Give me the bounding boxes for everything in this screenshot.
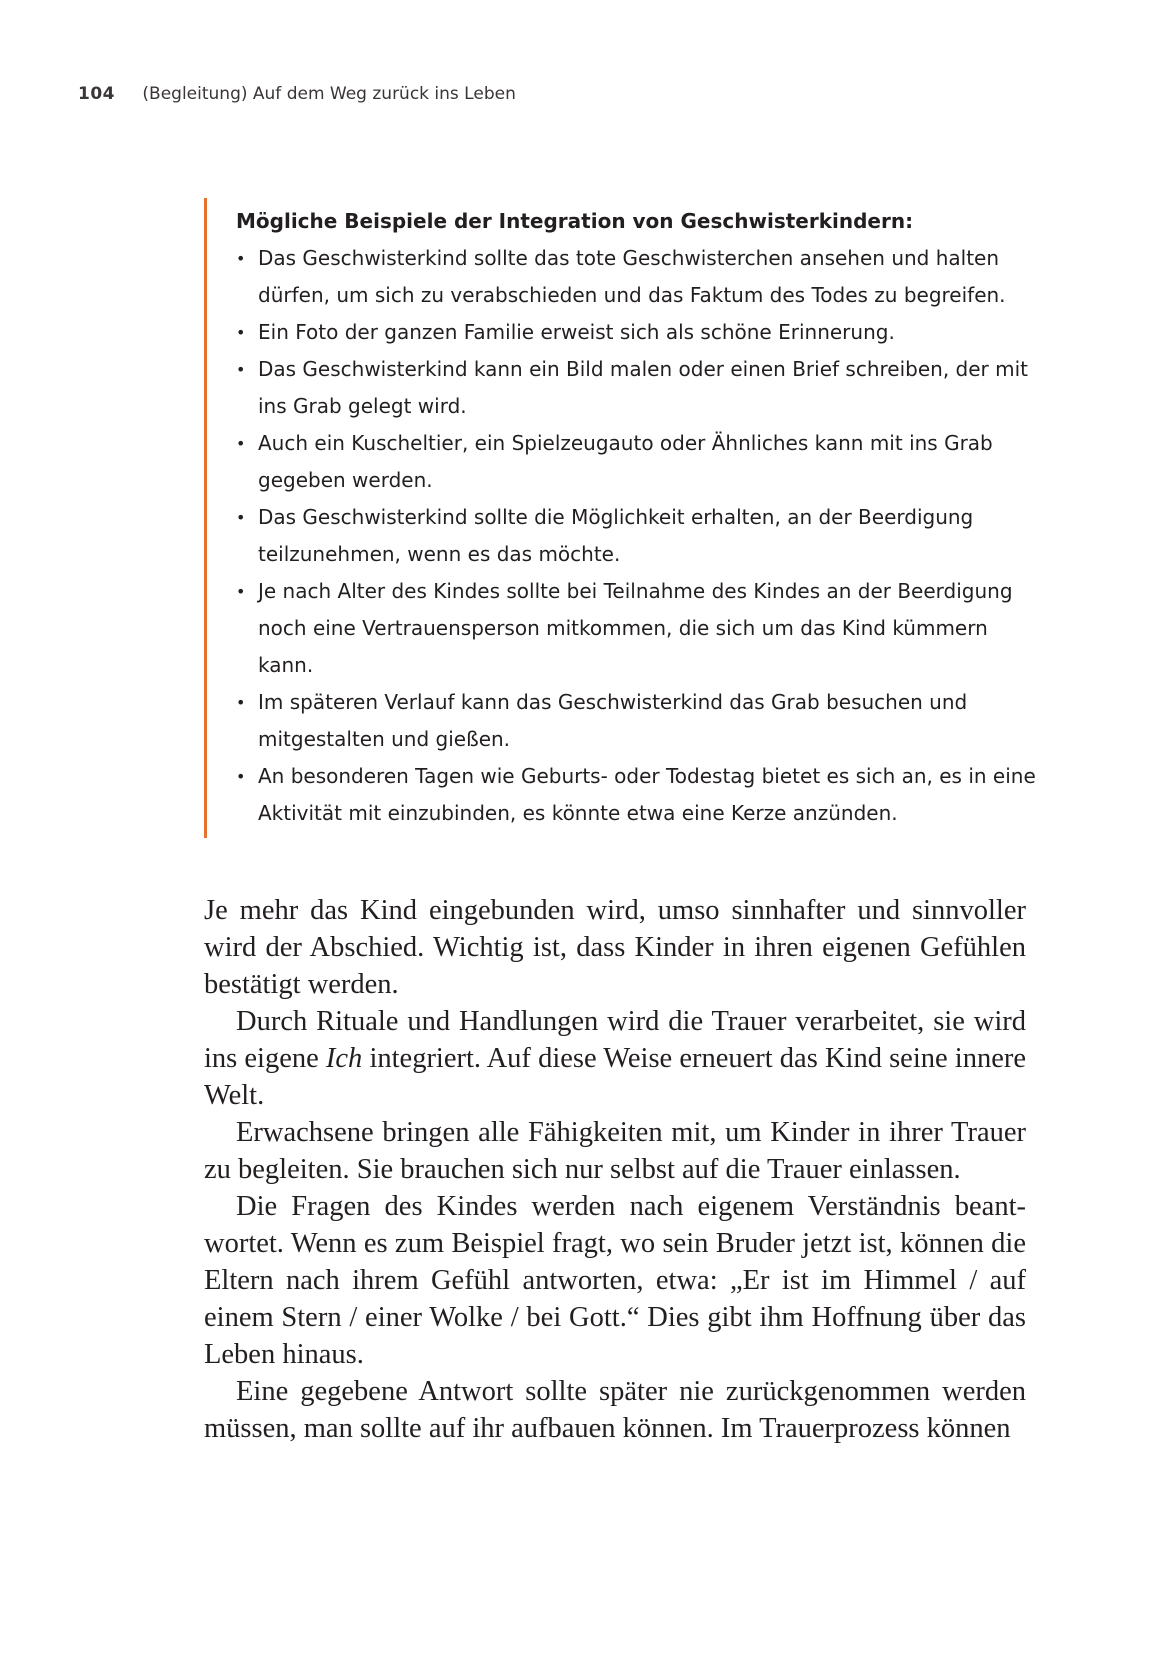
info-box-list <box>236 240 1036 832</box>
bullet-icon: • <box>236 693 246 712</box>
paragraph: Eine gegebene Antwort sollte später nie zurückgenommen werden müssen, man sollte auf ihr aufbauen können. Im Trauerprozess können <box>204 1376 1026 1444</box>
bullet-icon: • <box>236 360 246 379</box>
list-item <box>236 314 1036 351</box>
running-header <box>78 84 516 104</box>
list-item <box>236 573 1036 684</box>
page-number: 104 <box>78 84 115 104</box>
bullet-icon: • <box>236 249 246 268</box>
bullet-icon: • <box>236 767 246 786</box>
paragraph: Erwachsene bringen alle Fähigkeiten mit, um Kinder in ihrer Trauer zu begleiten. Sie brauchen sich nur selbst auf die Trauer einlassen. <box>204 1117 1026 1185</box>
bullet-icon: • <box>236 582 246 601</box>
list-item-text: Das Geschwisterkind kann ein Bild malen oder einen Brief schreiben, der mit ins Grab gelegt wird. <box>258 357 1028 418</box>
list-item-text: Im späteren Verlauf kann das Geschwisterkind das Grab besuchen und mitgestalten und gießen. <box>258 690 968 751</box>
list-item-text: Je nach Alter des Kindes sollte bei Teilnahme des Kindes an der Beerdigung noch eine Vertrauensperson mitkommen, die sich um das Kind kümmern kann. <box>258 579 1013 677</box>
body-text <box>204 892 1026 1447</box>
list-item-text: Das Geschwisterkind sollte das tote Geschwisterchen ansehen und halten dürfen, um sich zu verabschieden und das Faktum des Todes zu begreifen. <box>258 246 1006 307</box>
paragraph <box>204 1003 1026 1114</box>
list-item <box>236 499 1036 573</box>
info-box-title: Mögliche Beispiele der Integration von Geschwisterkindern: <box>236 209 914 233</box>
list-item-text: Auch ein Kuscheltier, ein Spielzeugauto oder Ähnliches kann mit ins Grab gegeben werden. <box>258 431 993 492</box>
list-item <box>236 351 1036 425</box>
emphasis-text: Ich <box>325 1043 363 1074</box>
list-item <box>236 240 1036 314</box>
list-item-text: An besonderen Tagen wie Geburts- oder Todestag bietet es sich an, es in eine Aktivität mit einzubinden, es könnte etwa eine Kerze anzünden. <box>258 764 1036 825</box>
bullet-icon: • <box>236 434 246 453</box>
paragraph-text: Durch Rituale und Handlungen wird die Trauer verarbeitet, sie wird ins eigene <box>204 1006 1026 1074</box>
running-title: (Begleitung) Auf dem Weg zurück ins Leben <box>142 84 516 104</box>
bullet-icon: • <box>236 323 246 342</box>
paragraph-text: integriert. Auf diese Weise erneuert das Kind seine innere Welt. <box>204 1043 1026 1111</box>
list-item <box>236 758 1036 832</box>
list-item-text: Das Geschwisterkind sollte die Möglichkeit erhalten, an der Beerdigung teilzunehmen, wenn es das möchte. <box>258 505 974 566</box>
list-item-text: Ein Foto der ganzen Familie erweist sich als schöne Erinnerung. <box>258 320 895 344</box>
list-item <box>236 684 1036 758</box>
bullet-icon: • <box>236 508 246 527</box>
paragraph: Je mehr das Kind eingebunden wird, umso sinnhafter und sinnvoller wird der Abschied. Wichtig ist, dass Kinder in ihren eigenen Gefühlen bestätigt werden. <box>204 895 1026 1000</box>
paragraph: Die Fragen des Kindes werden nach eigenem Verständnis beantwortet. Wenn es zum Beispiel fragt, wo sein Bruder jetzt ist, können die Eltern nach ihrem Gefühl antworten, etwa: „Er ist im Himmel / auf einem Stern / einer Wolke / bei Gott.“ Dies gibt ihm Hoffnung über das Leben hinaus. <box>204 1191 1026 1370</box>
info-box <box>204 198 1036 838</box>
list-item <box>236 425 1036 499</box>
